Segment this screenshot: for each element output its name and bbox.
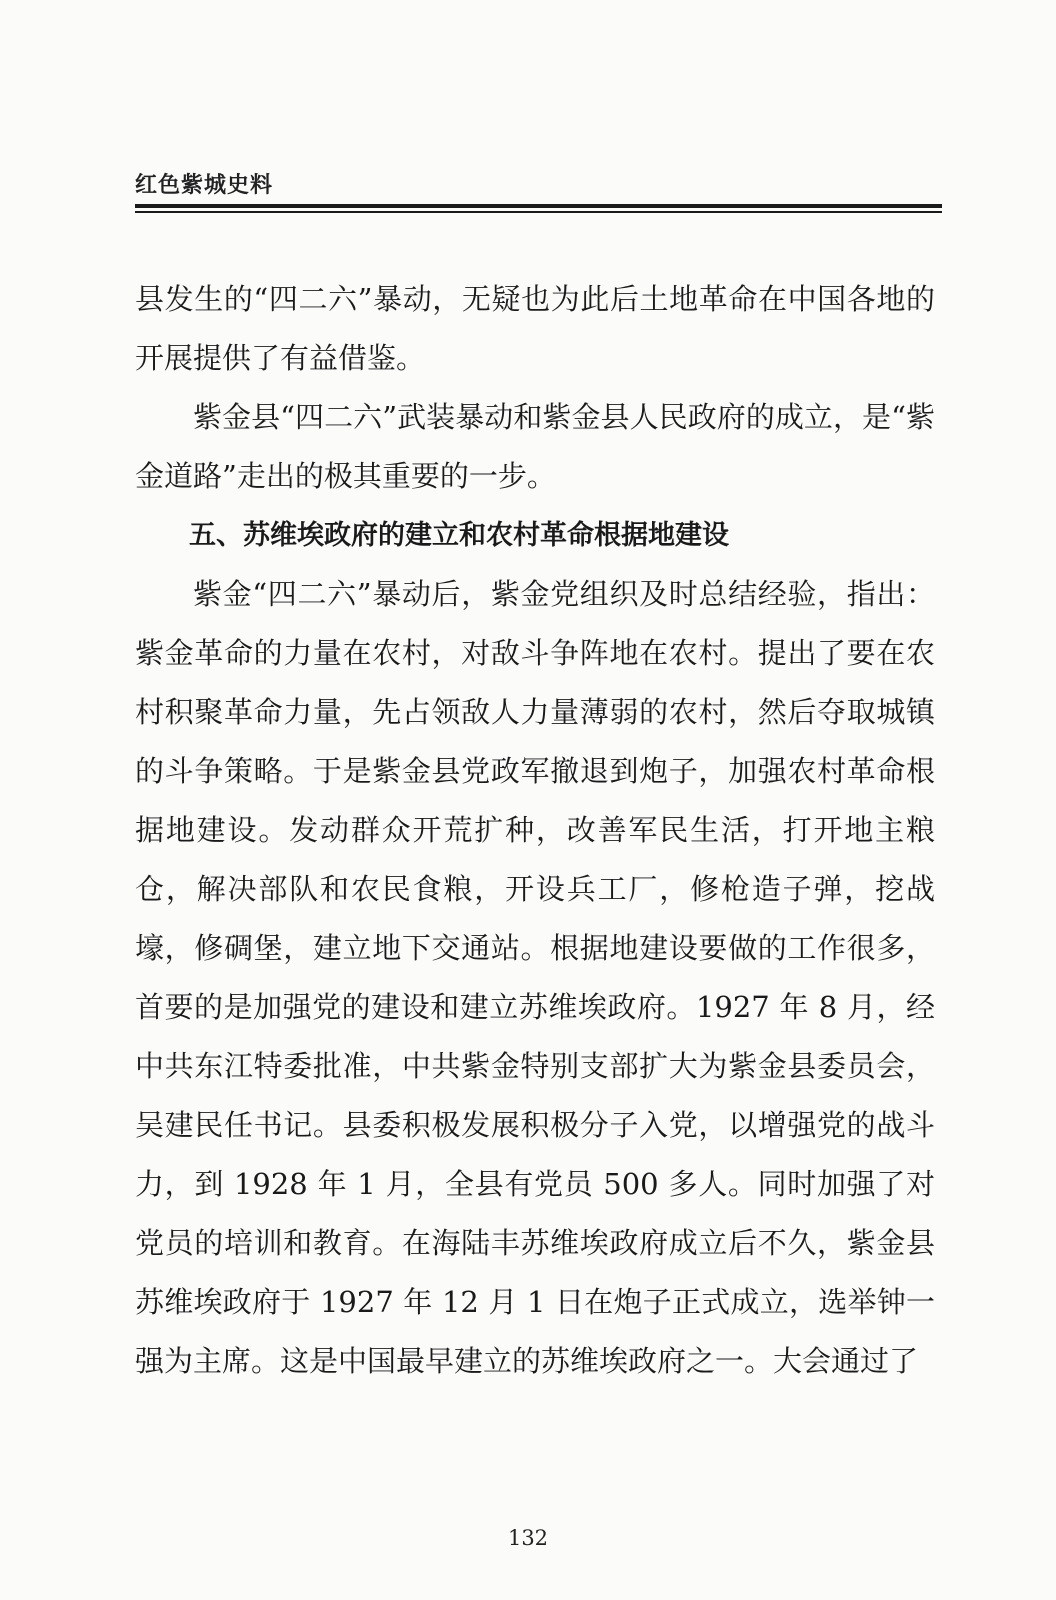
- page-number: 132: [507, 1526, 549, 1550]
- header-rule-thin: [135, 211, 942, 213]
- section-heading: 五、苏维埃政府的建立和农村革命根据地建设: [189, 520, 729, 551]
- body-paragraph: 紫金县“四二六”武装暴动和紫金县人民政府的成立，是“紫金道路”走出的极其重要的一步。: [135, 400, 935, 493]
- body-paragraph: 县发生的“四二六”暴动，无疑也为此后土地革命在中国各地的开展提供了有益借鉴。: [135, 282, 935, 375]
- header-rule-thick: [135, 204, 942, 208]
- page-body: [135, 270, 935, 1391]
- body-paragraph: 紫金“四二六”暴动后，紫金党组织及时总结经验，指出：紫金革命的力量在农村，对敌斗争阵地在农村。提出了要在农村积聚革命力量，先占领敌人力量薄弱的农村，然后夺取城镇的斗争策略。于是紫金县党政军撤退到炮子，加强农村革命根据地建设。发动群众开荒扩种，改善军民生活，打开地主粮仓，解决部队和农民食粮，开设兵工厂，修枪造子弹，挖战壕，修碉堡，建立地下交通站。根据地建设要做的工作很多，首要的是加强党的建设和建立苏维埃政府。1927 年 8 月，经中共东江特委批准，中共紫金特别支部扩大为紫金县委员会，吴建民任书记。县委积极发展积极分子入党，以增强党的战斗力，到 1928 年 1 月，全县有党员 500 多人。同时加强了对党员的培训和教育。在海陆丰苏维埃政府成立后不久，紫金县苏维埃政府于 1927 年 12 月 1 日在炮子正式成立，选举钟一强为主席。这是中国最早建立的苏维埃政府之一。大会通过了: [135, 577, 935, 1378]
- running-title: 红色紫城史料: [135, 173, 274, 198]
